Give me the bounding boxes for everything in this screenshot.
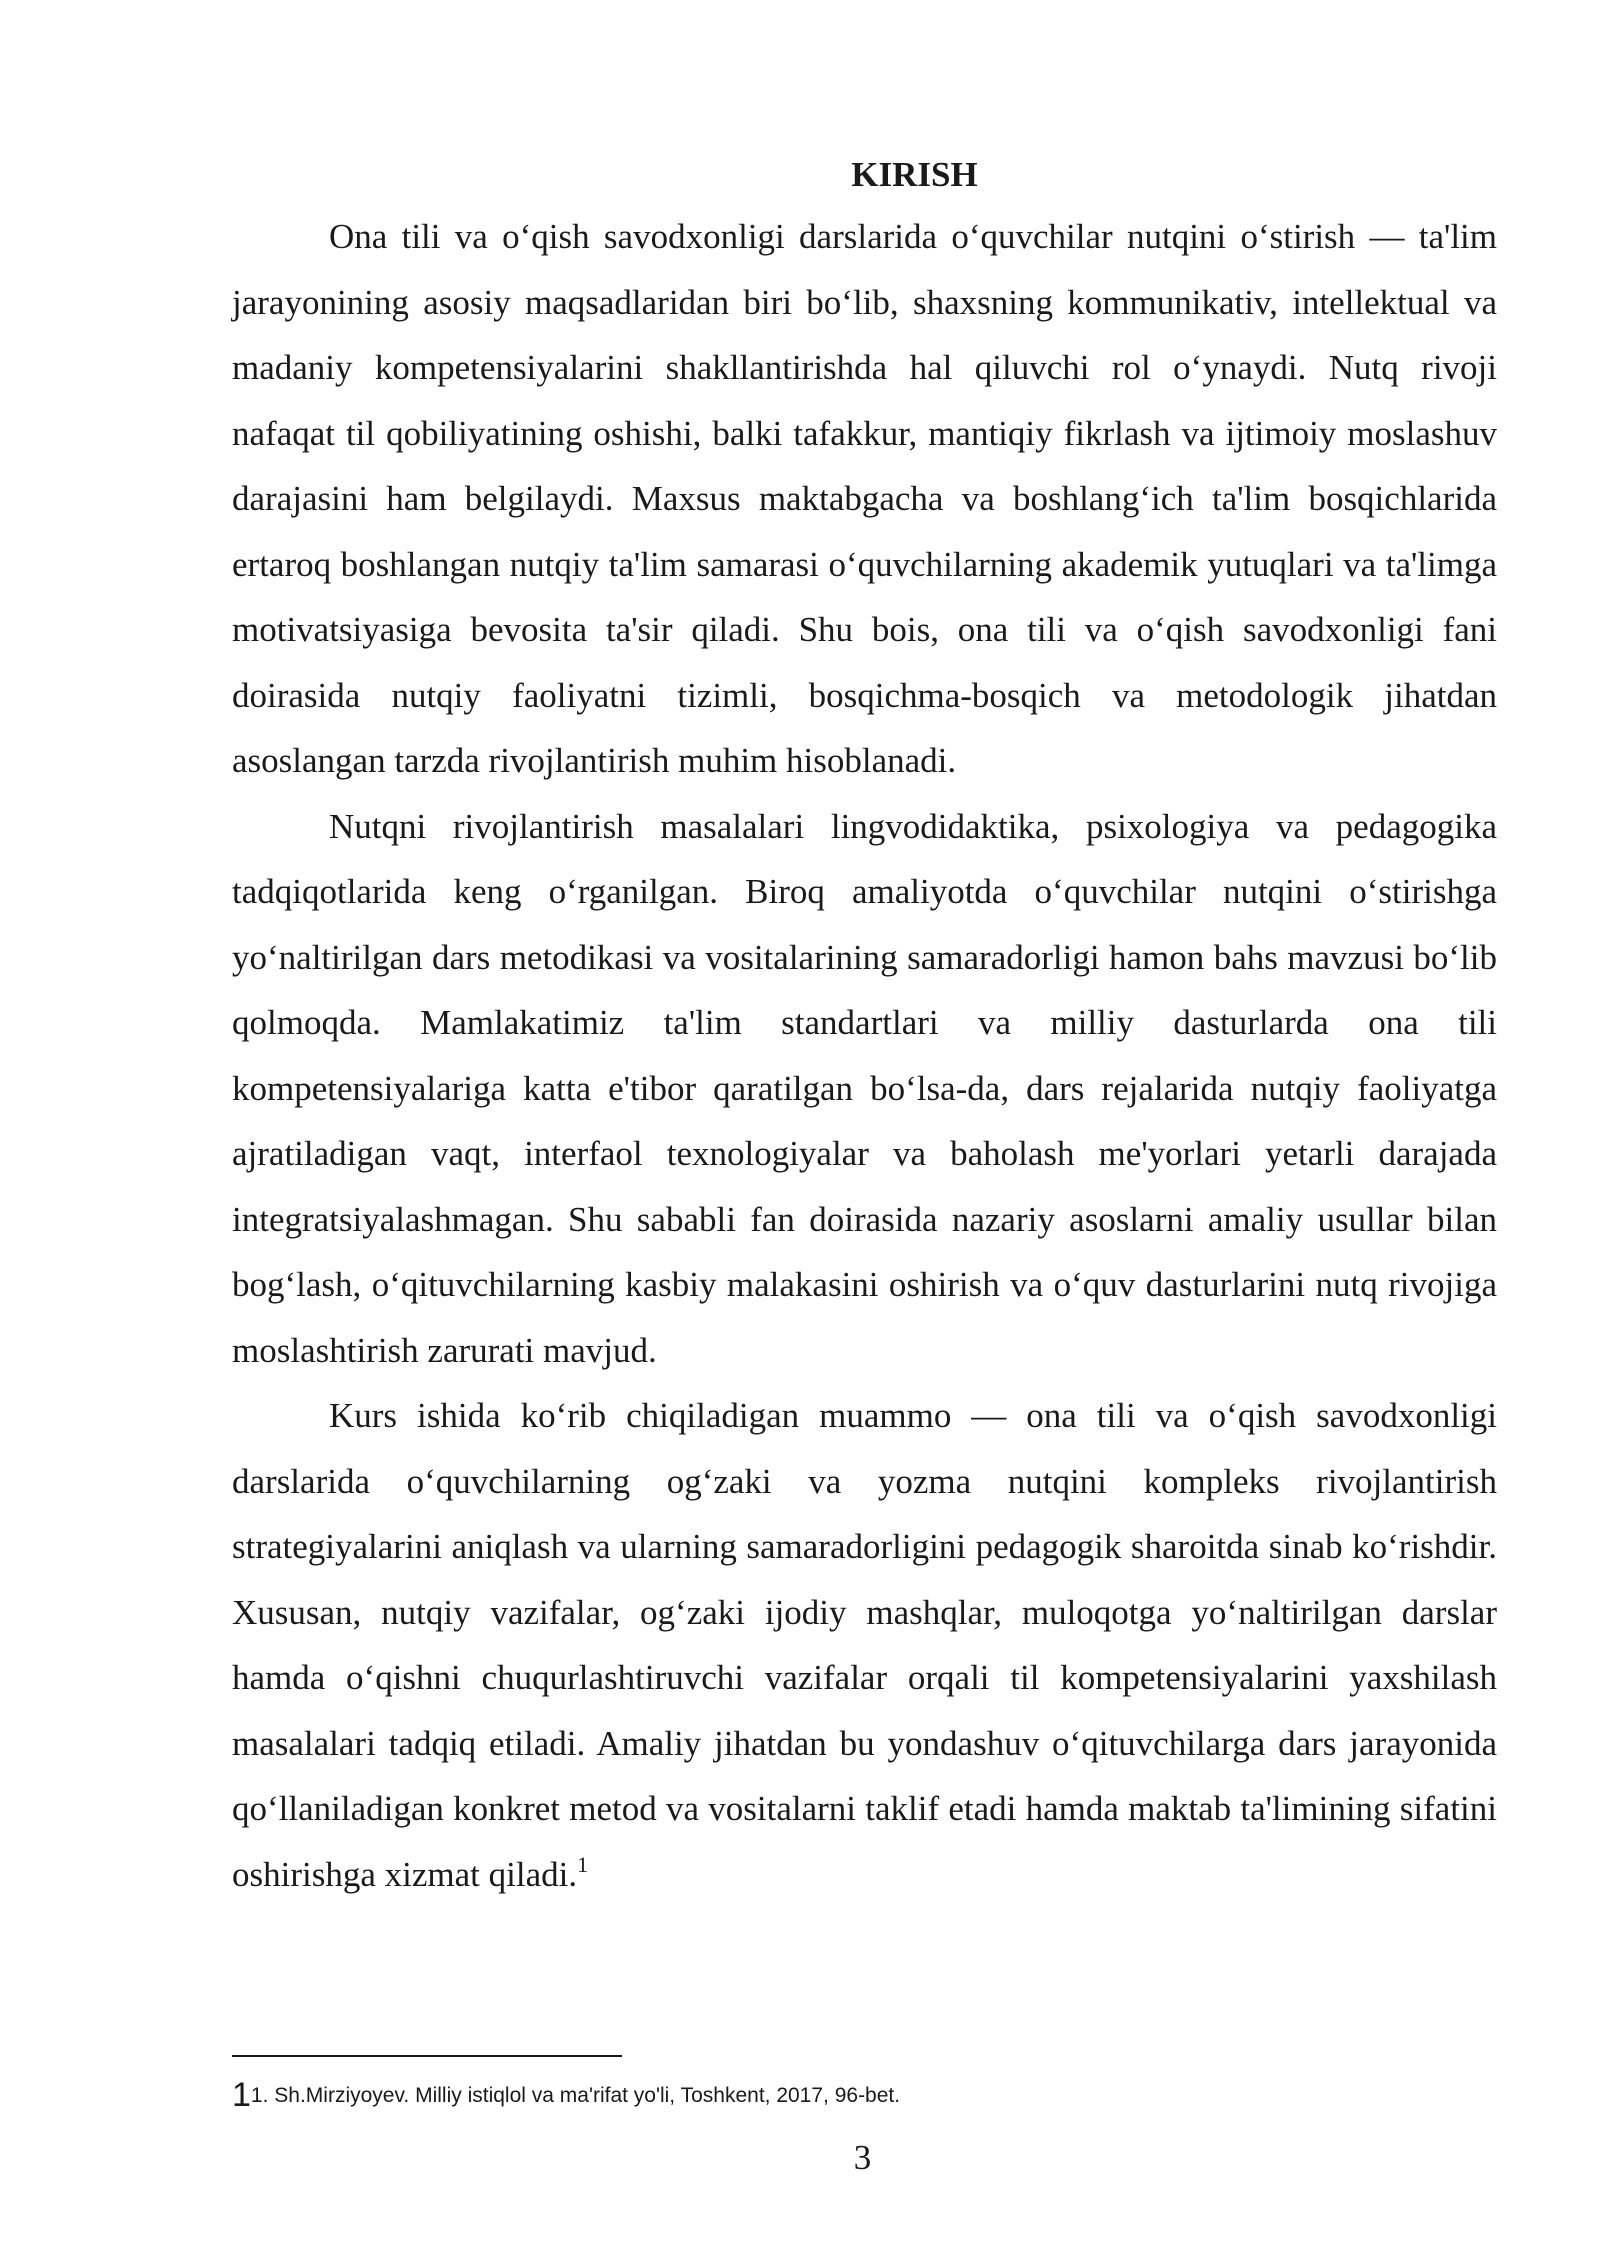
paragraph-3 — [232, 1383, 1497, 1907]
footnote-mark: 1 — [232, 2076, 251, 2114]
footnote-separator — [232, 2055, 622, 2057]
section-heading: KIRISH — [851, 155, 978, 194]
footnote — [232, 2078, 900, 2113]
footnote-text: 1. Sh.Mirziyoyev. Milliy istiqlol va ma'rifat yo'li, Toshkent, 2017, 96-bet. — [250, 2084, 901, 2107]
paragraph-3-text: Kurs ishida ko‘rib chiqiladigan muammo — ona tili va o‘qish savodxonligi darslarida o‘quvchilarning og‘zaki va yozma nutqini kompleks rivojlantirish strategiyalarini aniqlash va ularning samaradorligini pedagogik sharoitda sinab ko‘rishdir. Xususan, nutqiy vazifalar, og‘zaki ijodiy mashqlar, muloqotga yo‘naltirilgan darslar hamda o‘qishni chuqurlashtiruvchi vazifalar orqali til kompetensiyalarini yaxshilash masalalari tadqiq etiladi. Amaliy jihatdan bu yondashuv o‘qituvchilarga dars jarayonida qo‘llaniladigan konkret metod va vositalarni taklif etadi hamda maktab ta'limining sifatini oshirishga xizmat qiladi. — [232, 1396, 1497, 1894]
footnote-reference[interactable]: 1 — [577, 1851, 589, 1877]
page-body — [232, 150, 1497, 1907]
page-number: 3 — [853, 2138, 872, 2177]
paragraph-1: Ona tili va o‘qish savodxonligi darslarida o‘quvchilar nutqini o‘stirish — ta'lim jarayonining asosiy maqsadlaridan biri bo‘lib, shaxsning kommunikativ, intellektual va madaniy kompetensiyalarini shakllantirishda hal qiluvchi rol o‘ynaydi. Nutq rivoji nafaqat til qobiliyatining oshishi, balki tafakkur, mantiqiy fikrlash va ijtimoiy moslashuv darajasini ham belgilaydi. Maxsus maktabgacha va boshlang‘ich ta'lim bosqichlarida ertaroq boshlangan nutqiy ta'lim samarasi o‘quvchilarning akademik yutuqlari va ta'limga motivatsiyasiga bevosita ta'sir qiladi. Shu bois, ona tili va o‘qish savodxonligi fani doirasida nutqiy faoliyatni tizimli, bosqichma-bosqich va metodologik jihatdan asoslangan tarzda rivojlantirish muhim hisoblanadi. — [232, 217, 1497, 780]
paragraph-2: Nutqni rivojlantirish masalalari lingvodidaktika, psixologiya va pedagogika tadqiqotlarida keng o‘rganilgan. Biroq amaliyotda o‘quvchilar nutqini o‘stirishga yo‘naltirilgan dars metodikasi va vositalarining samaradorligi hamon bahs mavzusi bo‘lib qolmoqda. Mamlakatimiz ta'lim standartlari va milliy dasturlarda ona tili kompetensiyalariga katta e'tibor qaratilgan bo‘lsa-da, dars rejalarida nutqiy faoliyatga ajratiladigan vaqt, interfaol texnologiyalar va baholash me'yorlari yetarli darajada integratsiyalashmagan. Shu sababli fan doirasida nazariy asoslarni amaliy usullar bilan bog‘lash, o‘qituvchilarning kasbiy malakasini oshirish va o‘quv dasturlarini nutq rivojiga moslashtirish zarurati mavjud. — [232, 806, 1497, 1370]
